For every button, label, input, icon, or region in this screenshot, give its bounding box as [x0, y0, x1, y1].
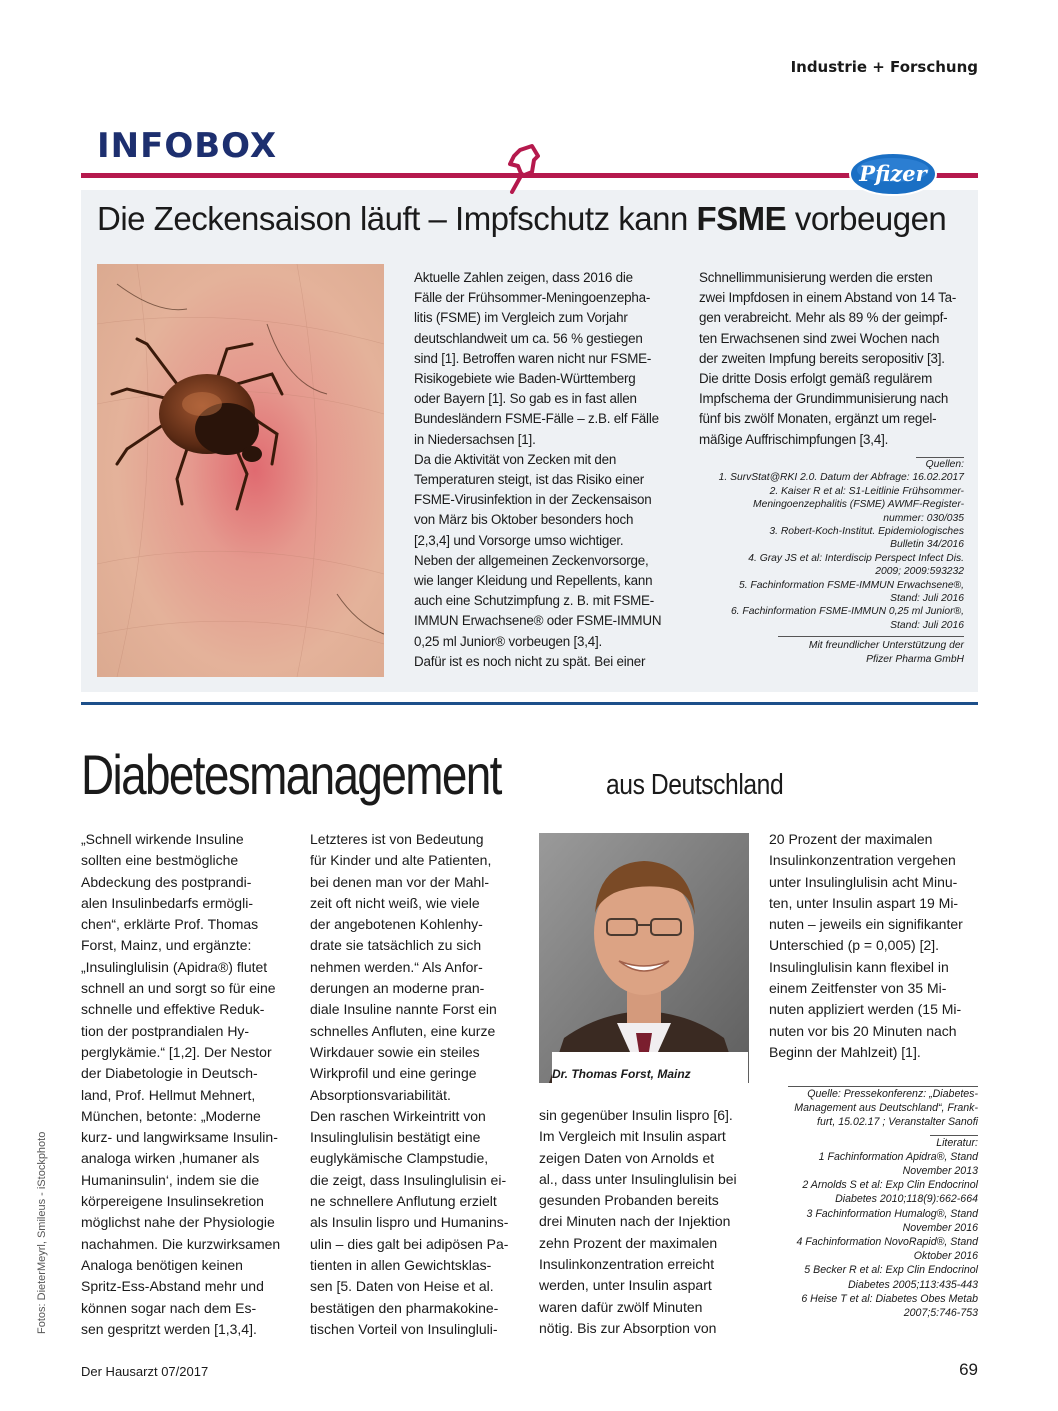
text-line: nachahmen. Die kurzwirksamen	[81, 1235, 281, 1252]
text-line: Forst, Mainz, und ergänzte:	[81, 937, 252, 954]
footer-publication: Der Hausarzt 07/2017	[81, 1364, 209, 1379]
text-line: möglichst nahe der Physiologie	[81, 1214, 275, 1231]
text-line: zeit oft nicht weiß, wie viele	[310, 894, 480, 911]
literature-line: Literatur:	[936, 1136, 978, 1149]
text-line: gesunden Probanden bereits	[539, 1192, 719, 1209]
text-line: ten, unter Insulin aspart 19 Mi-	[769, 894, 959, 911]
text-line: München, betonte: „Moderne	[81, 1107, 261, 1124]
text-line: bei denen man vor der Mahl-	[310, 873, 489, 890]
text-line: derungen an moderne pran-	[310, 980, 485, 997]
text-line: Insulinglulisin kann flexibel in	[769, 958, 949, 975]
article-title	[81, 742, 784, 807]
infobox-heading	[97, 200, 946, 238]
text-line: nuten appliziert werden (15 Mi-	[769, 1001, 962, 1018]
text-line: gen verabreicht. Mehr als 89 % der geimpf-	[699, 310, 948, 326]
text-line: für Kinder und alte Patienten,	[310, 852, 492, 869]
text-line: nötig. Bis zur Absorption von	[539, 1319, 717, 1336]
text-line: Bundesländern FSME-Fälle – z.B. elf Fälle	[414, 411, 659, 427]
infobox-label: INFOBOX	[97, 126, 278, 166]
literature-line: Diabetes 2010;118(9):662-664	[835, 1193, 978, 1206]
infobox-column-1	[414, 268, 661, 672]
literature-line: 2 Arnolds S et al: Exp Clin Endocrinol	[802, 1179, 978, 1192]
text-line: nuten vor bis 20 Minuten nach	[769, 1022, 957, 1039]
article-column-2	[310, 829, 519, 1340]
literature-line: 6 Heise T et al: Diabetes Obes Metab	[801, 1292, 978, 1305]
source-line: furt, 15.02.17 ; Veranstalter Sanofi	[817, 1116, 978, 1129]
text-line: wie langer Kleidung und Repellents, kann	[414, 573, 653, 589]
text-line: Schnellimmunisierung werden die ersten	[699, 270, 933, 285]
text-line: perglykämie.“ [1,2]. Der Nestor	[81, 1043, 272, 1060]
text-line: zeigen Daten von Arnolds et	[539, 1149, 715, 1166]
literature-line: Diabetes 2005;113:435-443	[848, 1278, 978, 1291]
text-line: Insulinkonzentration erreicht	[539, 1256, 715, 1273]
text-line: FSME-Virusinfektion in der Zeckensaison	[414, 492, 652, 508]
text-line: Aktuelle Zahlen zeigen, dass 2016 die	[414, 270, 633, 285]
text-line: sollten eine bestmögliche	[81, 852, 239, 869]
text-line: „Insulinglulisin (Apidra®) flutet	[81, 958, 268, 975]
literature-line: Oktober 2016	[913, 1250, 978, 1263]
text-line: fünf bis zwölf Monaten, ergänzt um regel-	[699, 411, 937, 427]
literature-line: 2007;5:746-753	[903, 1307, 978, 1320]
divider	[778, 636, 964, 637]
text-line: Neben der allgemeinen Zeckenvorsorge,	[414, 552, 649, 568]
text-line: die zeigt, dass Insulinglulisin ei-	[310, 1171, 507, 1188]
text-line: der zweiten Impfung bereits seropositiv [3].	[699, 350, 945, 366]
text-line: Beginn der Mahlzeit) [1].	[769, 1043, 921, 1060]
literature-line: November 2016	[902, 1221, 978, 1234]
text-line: alen Insulinbedarfs ermögli-	[81, 894, 253, 911]
text-line: körpereigene Insulinsekretion	[81, 1193, 264, 1210]
source-line: Stand: Juli 2016	[890, 619, 964, 631]
pushpin-icon	[502, 142, 548, 194]
text-line: drei Minuten nach der Injektion	[539, 1213, 731, 1230]
infobox-column-2	[699, 268, 956, 450]
text-line: sin gegenüber Insulin lispro [6].	[539, 1107, 733, 1123]
text-line: oder Bayern [1]. So gab es in fast allen	[414, 391, 637, 407]
source-line: nummer: 030/035	[883, 512, 964, 524]
text-line: al., dass unter Insulinglulisin bei	[539, 1170, 737, 1187]
source-line: 3. Robert-Koch-Institut. Epidemiologisches	[769, 526, 964, 538]
text-line: zehn Prozent der maximalen	[539, 1234, 718, 1251]
text-line: Dafür ist es noch nicht zu spät. Bei einer	[414, 653, 646, 669]
text-line: Temperaturen steigt, ist das Risiko einer	[414, 472, 644, 488]
page-number: 69	[959, 1360, 978, 1379]
text-line: Insulinkonzentration vergehen	[769, 852, 956, 869]
portrait-photo	[539, 833, 749, 1083]
text-line: unter Insulinglulisin acht Minu-	[769, 873, 958, 890]
section-label: Industrie + Forschung	[790, 58, 978, 76]
text-line: tion der postprandialen Hy-	[81, 1022, 250, 1039]
support-line: Mit freundlicher Unterstützung der	[808, 640, 964, 652]
heading-part: Die Zeckensaison läuft – Impfschutz kann	[97, 200, 697, 237]
article-title-main: Diabetesmanagement	[81, 743, 501, 806]
text-line: analoga wirken ‚humaner als	[81, 1150, 260, 1167]
support-line: Pfizer Pharma GmbH	[866, 653, 964, 665]
text-line: IMMUN Erwachsene® oder FSME-IMMUN	[414, 613, 662, 629]
text-line: sen [5. Daten von Heise et al.	[310, 1278, 494, 1295]
text-line: Spritz-Ess-Abstand mehr und	[81, 1278, 264, 1295]
heading-part: vorbeugen	[786, 200, 947, 237]
text-line: tienten in allen Gewichtsklas-	[310, 1256, 492, 1273]
text-line: 20 Prozent der maximalen	[769, 831, 933, 847]
source-line: 2. Kaiser R et al: S1-Leitlinie Frühsommer-	[769, 485, 964, 497]
text-line: Absorptionsvariabilität.	[310, 1086, 451, 1103]
source-line: 4. Gray JS et al: Interdiscip Perspect Infect Dis.	[748, 552, 964, 564]
source-line: Meningoenzephalitis (FSME) AWMF-Register-	[753, 499, 964, 511]
text-line: chen“, erklärte Prof. Thomas	[81, 916, 259, 933]
literature-line: 1 Fachinformation Apidra®, Stand	[818, 1150, 978, 1163]
pfizer-logo	[848, 150, 938, 198]
text-line: nuten – jeweils ein signifikanter	[769, 916, 963, 933]
text-line: sind [1]. Betroffen waren nicht nur FSME-	[414, 350, 652, 366]
text-line: bestätigen den pharmakokine-	[310, 1299, 499, 1316]
text-line: in Niedersachsen [1].	[414, 431, 536, 447]
text-line: schnell an und sorgt so für eine	[81, 980, 276, 997]
text-line: auch eine Schutzimpfung z. B. mit FSME-	[414, 593, 655, 609]
text-line: zwei Impfdosen in einem Abstand von 14 Ta-	[699, 290, 957, 306]
source-line: Quellen:	[925, 459, 964, 470]
text-line: Insulinglulisin bestätigt eine	[310, 1129, 481, 1146]
text-line: Da die Aktivität von Zecken mit den	[414, 451, 617, 467]
tick-photo	[97, 264, 384, 677]
text-line: Impfschema der Grundimmunisierung nach	[699, 391, 949, 407]
text-line: ne schnellere Anflutung erzielt	[310, 1193, 497, 1210]
photo-credit: Fotos: DieterMeyrl, Smileus - iStockphoto	[36, 1131, 48, 1334]
source-line: 2009; 2009:593232	[875, 566, 964, 578]
text-line: schnelles Anfluten, eine kurze	[310, 1022, 496, 1039]
text-line: land, Prof. Hellmut Mehnert,	[81, 1086, 256, 1103]
literature-line: 5 Becker R et al: Exp Clin Endocrinol	[804, 1264, 978, 1277]
source-line: Bulletin 34/2016	[890, 539, 964, 551]
article-subtitle: aus Deutschland	[606, 769, 784, 801]
text-line: werden, unter Insulin aspart	[539, 1277, 712, 1294]
text-line: drate sie tatsächlich zu sich	[310, 937, 482, 954]
text-line: als Insulin lispro und Humanins-	[310, 1214, 509, 1231]
text-line: „Schnell wirkende Insuline	[81, 831, 244, 847]
text-line: waren dafür zwölf Minuten	[539, 1298, 703, 1315]
text-line: Abdeckung des postprandi-	[81, 873, 252, 890]
heading-bold: FSME	[696, 200, 787, 237]
text-line: einem Zeitfenster von 35 Mi-	[769, 980, 947, 997]
text-line: diale Insuline nannte Forst ein	[310, 1001, 497, 1018]
text-line: Humaninsulin‘, indem sie die	[81, 1171, 260, 1188]
text-line: nehmen werden.“ Als Anfor-	[310, 958, 483, 975]
text-line: Unterschied (p = 0,005) [2].	[769, 937, 940, 954]
text-line: Den raschen Wirkeintritt von	[310, 1107, 486, 1124]
literature-line: 4 Fachinformation NovoRapid®, Stand	[796, 1236, 978, 1249]
literature-line: November 2013	[902, 1165, 978, 1178]
infobox-sources	[683, 457, 964, 666]
section-divider	[81, 702, 978, 705]
text-line: sen gespritzt werden [1,3,4].	[81, 1320, 257, 1337]
pfizer-logo-text: Pfizer	[859, 161, 927, 186]
text-line: Wirkprofil und eine geringe	[310, 1065, 477, 1082]
text-line: der Diabetologie in Deutsch-	[81, 1065, 258, 1082]
text-line: Risikogebiete wie Baden-Württemberg	[414, 371, 636, 387]
source-line: Quelle: Pressekonferenz: „Diabetes-	[807, 1088, 978, 1100]
source-line: 5. Fachinformation FSME-IMMUN Erwachsene®,	[738, 579, 964, 591]
text-line: deutschlandweit um ca. 56 % gestiegen	[414, 330, 643, 346]
text-line: 0,25 ml Junior® vorbeugen [3,4].	[414, 633, 603, 649]
article-column-4	[769, 829, 978, 1063]
photo-caption: Dr. Thomas Forst, Mainz	[552, 1067, 691, 1081]
text-line: Im Vergleich mit Insulin aspart	[539, 1128, 726, 1145]
text-line: Fälle der Frühsommer-Meningoenzepha-	[414, 290, 651, 306]
text-line: Wirkdauer sowie ein steiles	[310, 1043, 480, 1060]
text-line: kurz- und langwirksame Insulin-	[81, 1129, 278, 1146]
text-line: der angebotenen Kohlenhy-	[310, 916, 483, 933]
text-line: [2,3,4] und Vorsorge umso wichtiger.	[414, 532, 624, 548]
text-line: litis (FSME) im Vergleich zum Vorjahr	[414, 310, 628, 326]
source-line: Stand: Juli 2016	[890, 593, 964, 605]
article-column-1	[81, 829, 290, 1340]
text-line: Die dritte Dosis erfolgt gemäß regulärem	[699, 371, 933, 387]
text-line: tischen Vorteil von Insulingluli-	[310, 1320, 498, 1337]
text-line: mäßige Auffrischimpfungen [3,4].	[699, 431, 889, 447]
text-line: von März bis Oktober besonders hoch	[414, 512, 634, 528]
text-line: können sogar nach dem Es-	[81, 1299, 257, 1316]
text-line: Analoga benötigen keinen	[81, 1256, 243, 1273]
article-references	[770, 1086, 978, 1320]
text-line: euglykämische Clampstudie,	[310, 1150, 489, 1167]
source-line: 6. Fachinformation FSME-IMMUN 0,25 ml Junior®,	[730, 606, 964, 618]
literature-line: 3 Fachinformation Humalog®, Stand	[806, 1207, 978, 1220]
text-line: ulin – dies galt bei adipösen Pa-	[310, 1235, 509, 1252]
text-line: schnelle und effektive Reduk-	[81, 1001, 265, 1018]
text-line: Letzteres ist von Bedeutung	[310, 831, 484, 847]
text-line: ten Erwachsenen sind zwei Wochen nach	[699, 330, 940, 346]
source-line: Management aus Deutschland“, Frank-	[794, 1102, 978, 1115]
article-column-3	[539, 1105, 749, 1339]
source-line: 1. SurvStat@RKI 2.0. Datum der Abfrage: 16.02.2017	[718, 472, 964, 484]
